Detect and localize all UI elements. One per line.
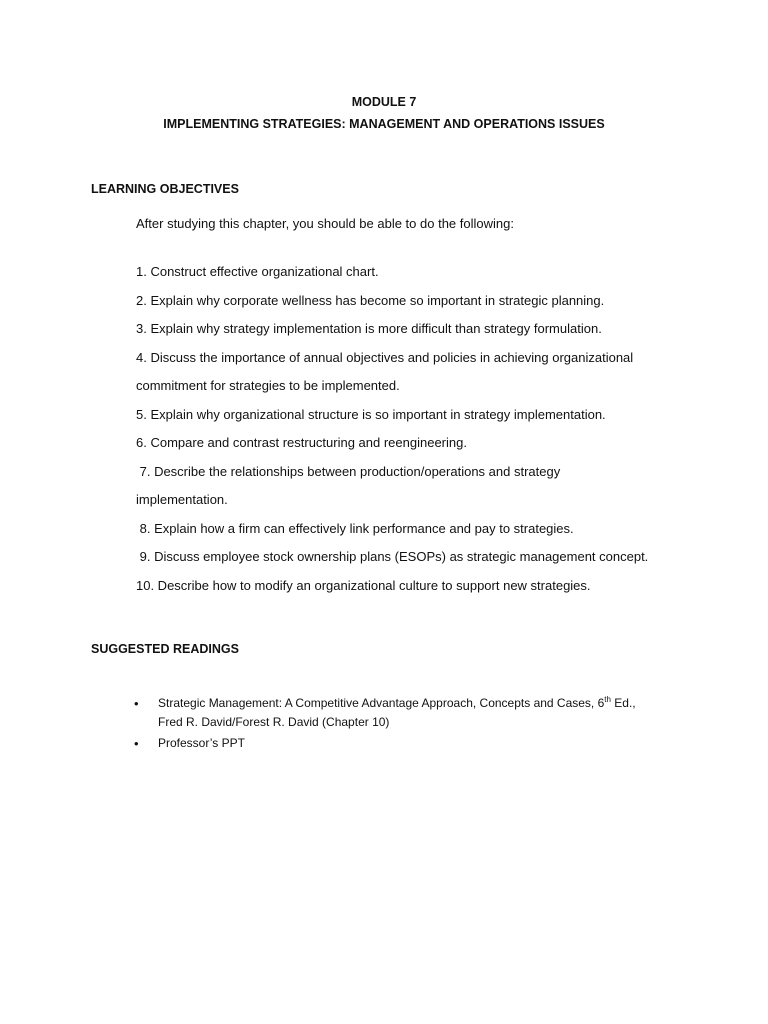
- reading-item: [134, 694, 694, 732]
- objective-line: 4. Discuss the importance of annual objectives and policies in achieving organizational: [136, 349, 634, 365]
- reading-title-line: [158, 694, 694, 713]
- edition-superscript: th: [604, 695, 611, 704]
- reading-item: [134, 734, 694, 753]
- bullet-icon: •: [134, 696, 139, 711]
- learning-objectives-heading: LEARNING OBJECTIVES: [91, 182, 239, 196]
- objectives-list: [136, 258, 696, 600]
- reading-author-line: Fred R. David/Forest R. David (Chapter 10): [158, 715, 390, 729]
- reading-title-line: Professor’s PPT: [158, 736, 245, 750]
- objective-line: 2. Explain why corporate wellness has become so important in strategic planning.: [136, 292, 605, 308]
- objective-line: 6. Compare and contrast restructuring and reengineering.: [136, 435, 467, 450]
- reading-title-text: Strategic Management: A Competitive Advantage Approach, Concepts and Cases, 6: [158, 696, 605, 710]
- reading-edition-text: Ed.,: [610, 696, 636, 710]
- objectives-intro: After studying this chapter, you should be able to do the following:: [136, 216, 514, 231]
- objective-line: 8. Explain how a firm can effectively link performance and pay to strategies.: [136, 520, 574, 536]
- objective-line: 1. Construct effective organizational chart.: [136, 264, 379, 279]
- module-label: MODULE 7: [351, 95, 417, 109]
- objective-line: commitment for strategies to be implemented.: [136, 378, 400, 393]
- bullet-icon: •: [134, 736, 139, 751]
- objective-line: 9. Discuss employee stock ownership plans (ESOPs) as strategic management concept.: [136, 549, 649, 564]
- objective-line: 5. Explain why organizational structure is so important in strategy implementation.: [136, 406, 606, 422]
- readings-list: [134, 694, 694, 755]
- objective-line: 3. Explain why strategy implementation is more difficult than strategy formulation.: [136, 321, 602, 336]
- objective-line: 10. Describe how to modify an organizational culture to support new strategies.: [136, 577, 591, 593]
- suggested-readings-heading: SUGGESTED READINGS: [91, 642, 239, 656]
- module-title: IMPLEMENTING STRATEGIES: MANAGEMENT AND OPERATIONS ISSUES: [163, 117, 605, 131]
- objective-line: 7. Describe the relationships between production/operations and strategy: [136, 463, 561, 479]
- objective-line: implementation.: [136, 492, 228, 507]
